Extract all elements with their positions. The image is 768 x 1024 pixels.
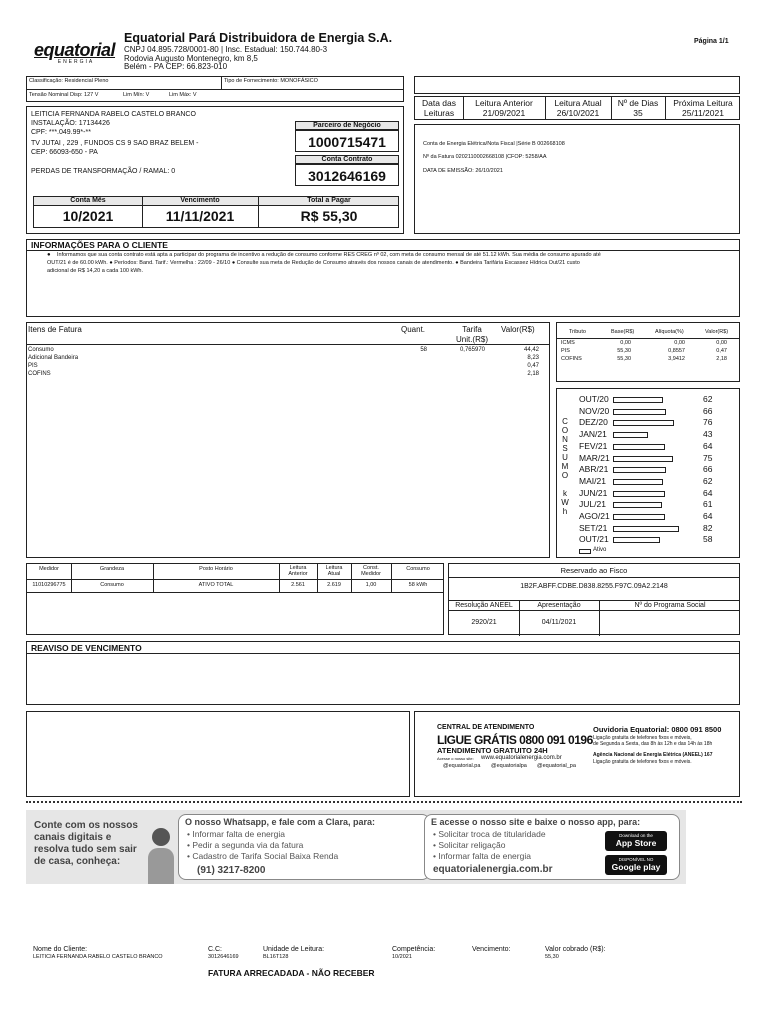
item-valor: 0,47 [527, 363, 539, 369]
chart-value-label: 62 [703, 475, 713, 486]
footer-competencia-label: Competência: [392, 946, 436, 953]
item-name: PIS [28, 363, 38, 369]
chart-bar [613, 502, 662, 508]
tributo-base: 0,00 [620, 340, 631, 346]
whatsapp-item-2: • Pedir a segunda via da fatura [187, 840, 304, 850]
central-site-label: Acesse o nosso site: [437, 756, 474, 761]
chart-legend-label: Ativo [593, 547, 607, 553]
tensao: Tensão Nominal Disp: 127 V [29, 92, 99, 98]
cut-line [26, 801, 742, 803]
info-title: INFORMAÇÕES PARA O CLIENTE [31, 240, 168, 250]
chart-bar [613, 537, 660, 543]
leitura-atual: Leitura Atual 26/10/2021 [554, 98, 602, 118]
chart-vertical-letter: h [562, 507, 568, 516]
conta-mes-label: Conta Mês [70, 197, 106, 204]
chart-vertical-letter: N [562, 435, 568, 444]
chart-bar [613, 456, 673, 462]
promo-banner [26, 810, 686, 884]
chart-legend-swatch [579, 549, 591, 554]
meter-table [26, 563, 444, 635]
central-title: CENTRAL DE ATENDIMENTO [437, 724, 535, 731]
central-social-2: @equatorialpa [491, 763, 527, 769]
chart-value-label: 62 [703, 394, 713, 404]
page-number: Página 1/1 [694, 38, 729, 45]
customer-cpf: CPF: ***.049.99*-** [31, 129, 91, 136]
fisco-box [448, 563, 740, 635]
v-leitura-atual: 2.619 [327, 582, 341, 588]
tributo-aliquota: 3,9412 [668, 356, 685, 362]
item-name: COFINS [28, 371, 51, 377]
chart-bar [613, 420, 674, 426]
items-header-valor: Valor(R$) [501, 325, 535, 334]
chart-value-label: 76 [703, 417, 713, 428]
info-box [26, 239, 740, 317]
tributos-box [556, 322, 740, 382]
footer-competencia: 10/2021 [392, 954, 412, 960]
central-atendimento-box [414, 711, 740, 797]
h-posto: Posto Horário [199, 566, 233, 572]
ouvidoria: Ouvidoria Equatorial: 0800 091 8500 [593, 725, 722, 734]
chart-value-label: 64 [703, 511, 713, 521]
chart-value-label: 66 [703, 405, 713, 416]
info-text-2: OUT/21 é de 60.00 kWh. ● Períodos: Band. Tarif.: Vermelha : 22/09 - 26/10 ● Consulte sua meta de Redução de Consumo através dos nossos canais de atendimento. ● Bandeira Tarifária Escassez Hídrica Out/21 custo [47, 260, 580, 266]
readings-label: Data das Leituras [421, 98, 457, 118]
nota-line-1: Conta de Energia Elétrica/Nota Fiscal |Série B 002668108 [423, 141, 565, 147]
chart-category-label: OUT/21 [579, 534, 609, 545]
summary-table [33, 196, 399, 228]
info-bullet: ● [47, 252, 51, 258]
chart-category-label: JAN/21 [579, 429, 607, 440]
resolucao-value: 2920/21 [471, 619, 497, 626]
conta-contrato-label: Conta Contrato [295, 155, 399, 164]
chart-category-label: NOV/20 [579, 405, 610, 416]
apresentacao-value: 04/11/2021 [541, 619, 577, 626]
footer-cc: 3012646169 [208, 954, 239, 960]
chart-category-label: SET/21 [579, 522, 608, 533]
h-leitura-atual: Leitura Atual [325, 565, 343, 577]
chart-vertical-letter: O [561, 471, 569, 480]
h-const: Const. Medidor [361, 565, 381, 577]
items-header-itens: Itens de Fatura [28, 325, 82, 334]
lim-min: Lim Mín: V [123, 92, 150, 98]
lim-max: Lim Máx: V [169, 92, 197, 98]
resolucao-label: Resolução ANEEL [455, 602, 513, 609]
ouvidoria-line-1: Ligação gratuita de telefones fixos e móveis, [593, 735, 692, 741]
fisco-code: 1B2F.ABFF.CDBE.D838.8255.F97C.09A2.2148 [520, 583, 668, 590]
v-posto: ATIVO TOTAL [198, 582, 234, 588]
chart-vertical-label [561, 417, 569, 516]
v-leitura-anterior: 2.561 [291, 582, 305, 588]
whatsapp-item-1: • Informar falta de energia [187, 829, 285, 839]
classificacao: Classificação: Residencial Pleno [29, 78, 109, 84]
logo-sub: ENERGIA [57, 59, 95, 65]
conta-contrato-value: 3012646169 [295, 164, 399, 186]
footer-nome-label: Nome do Cliente: [33, 946, 88, 953]
chart-bar [613, 409, 666, 415]
chart-bar [613, 479, 663, 485]
chart-category-label: ABR/21 [579, 464, 609, 475]
nota-line-3: DATA DE EMISSÃO: 26/10/2021 [423, 168, 503, 174]
chart-vertical-letter: C [562, 417, 568, 426]
whatsapp-bubble [178, 814, 430, 880]
company-cnpj: CNPJ 04.895.728/0001-80 | Insc. Estadual: 150.744.80-3 [124, 45, 328, 54]
chart-bar [613, 397, 663, 403]
tributo-name: ICMS [561, 340, 575, 346]
tributo-base: 55,30 [617, 356, 631, 362]
h-consumo: Consumo [406, 566, 430, 572]
chart-bar [613, 491, 665, 497]
chart-vertical-letter: O [561, 426, 569, 435]
customer-instalacao: INSTALAÇÃO: 17134426 [31, 120, 110, 127]
central-atendimento: ATENDIMENTO GRATUITO 24H [437, 746, 548, 755]
conta-mes-value: 10/2021 [62, 208, 114, 224]
leitura-anterior: Leitura Anterior 21/09/2021 [475, 98, 533, 118]
tributo-name: COFINS [561, 356, 582, 362]
item-name: Adicional Bandeira [28, 355, 79, 361]
items-header-quant: Quant. [401, 325, 426, 334]
chart-value-label: 75 [703, 452, 713, 463]
footer-nome: LEITICIA FERNANDA RABELO CASTELO BRANCO [33, 954, 163, 960]
base-header: Base(R$) [611, 329, 635, 335]
reaviso-box [26, 641, 740, 705]
tributo-valor: 2,18 [716, 356, 727, 362]
aliquota-header: Alíquota(%) [655, 329, 684, 335]
chart-category-label: MAI/21 [579, 475, 606, 486]
tributo-base: 55,30 [617, 348, 631, 354]
site-url: equatorialenergia.com.br [433, 864, 553, 875]
tipo-fornecimento: Tipo de Fornecimento: MONOFÁSICO [224, 78, 318, 84]
ouvidoria-line-2: de Segunda a Sexta, das 8h às 12h e das 14h às 18h [593, 741, 713, 747]
readings-table [414, 96, 740, 120]
central-social-3: @equatorial_pa [537, 763, 576, 769]
perdas: PERDAS DE TRANSFORMAÇÃO / RAMAL: 0 [31, 168, 176, 175]
google-play-badge[interactable]: DISPONÍVEL NO Google play [605, 855, 667, 875]
item-tarifa: 0,765970 [459, 347, 485, 353]
chart-value-label: 64 [703, 487, 713, 498]
customer-address-2: CEP: 66093-650 - PA [31, 149, 98, 156]
tributo-header: Tributo [569, 329, 586, 335]
v-medidor: 11010296775 [32, 582, 66, 588]
total-label: Total a Pagar [307, 197, 351, 204]
chart-bar [613, 432, 648, 438]
top-right-blank-box [414, 76, 740, 94]
item-name: Consumo [28, 347, 54, 353]
apresentacao-label: Apresentação [537, 602, 581, 609]
site-bubble [424, 814, 680, 880]
valor-header: Valor(R$) [705, 329, 729, 335]
site-title: E acesse o nosso site e baixe o nosso app, para: [431, 817, 641, 827]
chart-category-label: JUL/21 [579, 499, 606, 510]
central-site: www.equatorialenergia.com.br [481, 755, 562, 761]
app-store-badge[interactable]: Download on the App Store [605, 831, 667, 851]
logo-text: equatorial [34, 40, 116, 60]
chart-category-label: OUT/20 [579, 394, 609, 404]
items-box [26, 322, 550, 558]
chart-value-label: 66 [703, 464, 713, 475]
info-text-3: adicional de R$ 14,20 a cada 100 kWh. [47, 268, 144, 274]
whatsapp-phone: (91) 3217-8200 [197, 865, 266, 876]
chart-bar [613, 444, 665, 450]
company-name: Equatorial Pará Distribuidora de Energia S.A. [124, 31, 393, 45]
item-valor: 8,23 [527, 355, 539, 361]
customer-name: LEITICIA FERNANDA RABELO CASTELO BRANCO [31, 111, 196, 118]
site-item-2: • Solicitar religação [433, 840, 506, 850]
nota-fiscal-box [414, 124, 740, 234]
tributo-valor: 0,47 [716, 348, 727, 354]
h-leitura-anterior: Leitura Anterior [288, 565, 308, 577]
chart-vertical-letter: k [563, 489, 567, 498]
parceiro-value: 1000715471 [295, 130, 399, 152]
company-logo [34, 40, 118, 68]
whatsapp-item-3: • Cadastro de Tarifa Social Baixa Renda [187, 851, 339, 861]
info-text-1: Informamos que sua conta contrato está apta a participar do programa de incentivo a redução de consumo conforme RES CREG nº 02, com meta de consumo mensal de até 51.12 kWh. Sua média de consumo apurado até [57, 252, 601, 258]
company-address-2: Belém - PA CEP: 66.823-010 [124, 62, 228, 71]
chart-value-label: 82 [703, 522, 713, 533]
banner-left-text: Conte com os nossos canais digitais e resolva tudo sem sair de casa, conheça: [34, 820, 138, 867]
item-quant: 58 [420, 347, 427, 353]
total-value: R$ 55,30 [300, 208, 358, 224]
site-item-3: • Informar falta de energia [433, 851, 531, 861]
aneel-line: Ligação gratuita de telefones fixos e móveis. [593, 759, 692, 765]
tributo-name: PIS [561, 348, 570, 354]
footer-unidade: BL16T128 [263, 954, 289, 960]
v-grandeza: Consumo [100, 582, 124, 588]
chart-vertical-letter: W [561, 498, 569, 507]
chart-vertical-letter: S [562, 444, 568, 453]
item-valor: 2,18 [527, 371, 539, 377]
chart-value-label: 43 [703, 429, 713, 440]
footer-valor: 55,30 [545, 954, 559, 960]
footer-arrecadada: FATURA ARRECADADA - NÃO RECEBER [208, 968, 375, 978]
chart-category-label: DEZ/20 [579, 417, 608, 428]
v-consumo: 58 kWh [408, 582, 428, 588]
aneel: Agência Nacional de Energia Elétrica (ANEEL) 167 [593, 752, 713, 758]
items-header-tarifa: Tarifa Unit.(R$) [455, 325, 488, 344]
whatsapp-title: O nosso Whatsapp, e fale com a Clara, para: [185, 817, 376, 827]
vencimento-value: 11/11/2021 [165, 208, 235, 224]
central-social-1: @equatorial.pa [443, 763, 481, 769]
consumption-chart [556, 388, 740, 558]
h-grandeza: Grandeza [99, 566, 125, 572]
chart-vertical-letter: U [562, 453, 568, 462]
parceiro-label: Parceiro de Negócio [295, 121, 399, 130]
nota-line-2: Nº da Fatura 0202110002668108 |CFOP: 5258/AA [423, 154, 547, 160]
chart-value-label: 61 [703, 499, 713, 510]
h-medidor: Medidor [39, 566, 59, 572]
chart-category-label: MAR/21 [579, 452, 610, 463]
chart-bar [613, 526, 679, 532]
company-address-1: Rodovia Augusto Montenegro, km 8,5 [124, 54, 258, 63]
vencimento-label: Vencimento [180, 197, 220, 204]
customer-box [26, 106, 404, 234]
proxima-leitura: Próxima Leitura 25/11/2021 [673, 98, 733, 118]
chart-vertical-letter [561, 480, 569, 489]
chart-bar [613, 467, 666, 473]
programa-label: Nº do Programa Social [634, 602, 706, 609]
customer-address-1: TV JUTAI , 229 , FUNDOS CS 9 SAO BRAZ BELEM - [31, 140, 199, 147]
item-valor: 44,42 [523, 347, 539, 353]
chart-value-label: 64 [703, 440, 713, 451]
footer-vencimento-label: Vencimento: [472, 946, 511, 953]
tributo-aliquota: 0,00 [674, 340, 685, 346]
classification-box [26, 76, 404, 102]
tributo-aliquota: 0,8557 [668, 348, 685, 354]
chart-bar [613, 514, 665, 520]
v-const: 1,00 [365, 582, 377, 588]
fisco-title: Reservado ao Fisco [560, 566, 628, 575]
chart-category-label: JUN/21 [579, 487, 608, 498]
footer-cc-label: C.C: [208, 946, 222, 953]
reaviso-title: REAVISO DE VENCIMENTO [31, 643, 142, 653]
chart-value-label: 58 [703, 534, 713, 545]
tributo-valor: 0,00 [716, 340, 727, 346]
site-item-1: • Solicitar troca de titularidade [433, 829, 546, 839]
chart-vertical-letter: M [561, 462, 569, 471]
chart-category-label: AGO/21 [579, 511, 610, 521]
blank-left-box [26, 711, 410, 797]
footer-valor-label: Valor cobrado (R$): [545, 946, 606, 953]
footer-unidade-label: Unidade de Leitura: [263, 946, 325, 953]
central-ligue: LIGUE GRÁTIS 0800 091 0196 [437, 733, 593, 747]
banner-person-illustration [148, 828, 174, 884]
chart-category-label: FEV/21 [579, 440, 608, 451]
numero-dias: Nº de Dias 35 [617, 98, 659, 118]
